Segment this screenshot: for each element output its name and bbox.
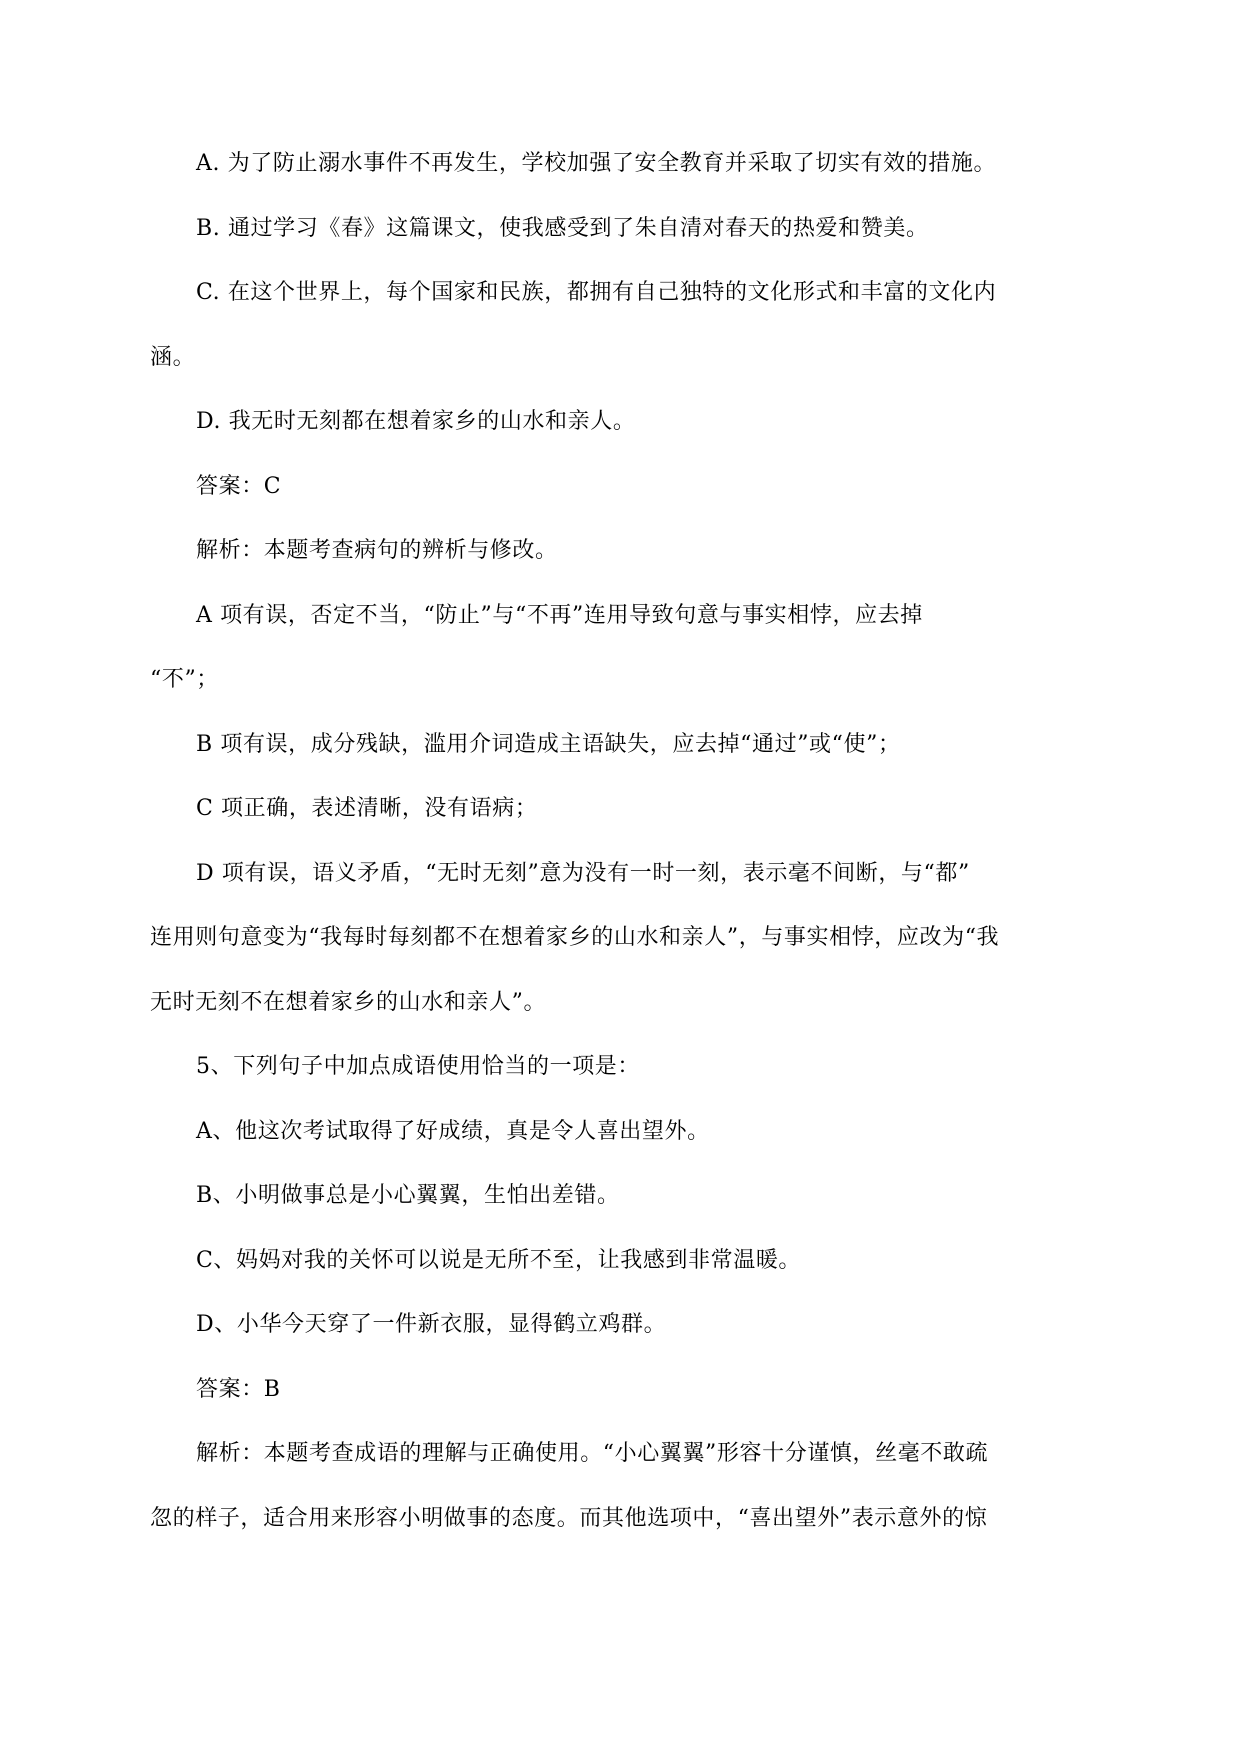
option-c-continuation: 涵。 bbox=[150, 344, 196, 370]
option-a-line: A. 为了防止溺水事件不再发生，学校加强了安全教育并采取了切实有效的措施。 bbox=[196, 151, 997, 176]
option-d-line: D. 我无时无刻都在想着家乡的山水和亲人。 bbox=[196, 409, 636, 434]
analysis-b-line: B 项有误，成分残缺，滥用介词造成主语缺失，应去掉“通过”或“使”； bbox=[196, 731, 901, 757]
q5-option-c-line: C、妈妈对我的关怀可以说是无所不至，让我感到非常温暖。 bbox=[196, 1247, 802, 1273]
question-5-line: 5、下列句子中加点成语使用恰当的一项是： bbox=[196, 1054, 640, 1079]
q5-option-a-line: A、他这次考试取得了好成绩，真是令人喜出望外。 bbox=[196, 1118, 710, 1144]
analysis-d-continuation-2: 无时无刻不在想着家乡的山水和亲人”。 bbox=[150, 989, 547, 1015]
answer-line: 答案：C bbox=[196, 473, 282, 499]
option-c-line: C. 在这个世界上，每个国家和民族，都拥有自己独特的文化形式和丰富的文化内 bbox=[196, 280, 997, 305]
analysis-a-continuation: “不”； bbox=[150, 667, 219, 692]
analysis-line: 解析：本题考查病句的辨析与修改。 bbox=[196, 538, 558, 563]
document-page bbox=[150, 132, 1090, 1551]
analysis-a-line: A 项有误，否定不当，“防止”与“不再”连用导致句意与事实相悖，应去掉 bbox=[196, 602, 923, 628]
q5-option-d-line: D、小华今天穿了一件新衣服，显得鹤立鸡群。 bbox=[196, 1312, 667, 1337]
analysis-d-continuation-1: 连用则句意变为“我每时每刻都不在想着家乡的山水和亲人”，与事实相悖，应改为“我 bbox=[150, 925, 1000, 950]
q5-analysis-line: 解析：本题考查成语的理解与正确使用。“小心翼翼”形容十分谨慎，丝毫不敢疏 bbox=[196, 1441, 989, 1466]
q5-analysis-continuation: 忽的样子，适合用来形容小明做事的态度。而其他选项中，“喜出望外”表示意外的惊 bbox=[150, 1505, 988, 1531]
analysis-d-line: D 项有误，语义矛盾，“无时无刻”意为没有一时一刻，表示毫不间断，与“都” bbox=[196, 860, 970, 886]
analysis-c-line: C 项正确，表述清晰，没有语病； bbox=[196, 796, 538, 821]
q5-answer-line: 答案：B bbox=[196, 1376, 281, 1402]
q5-option-b-line: B、小明做事总是小心翼翼，生怕出差错。 bbox=[196, 1183, 620, 1208]
option-b-line: B. 通过学习《春》这篇课文，使我感受到了朱自清对春天的热爱和赞美。 bbox=[196, 215, 929, 241]
